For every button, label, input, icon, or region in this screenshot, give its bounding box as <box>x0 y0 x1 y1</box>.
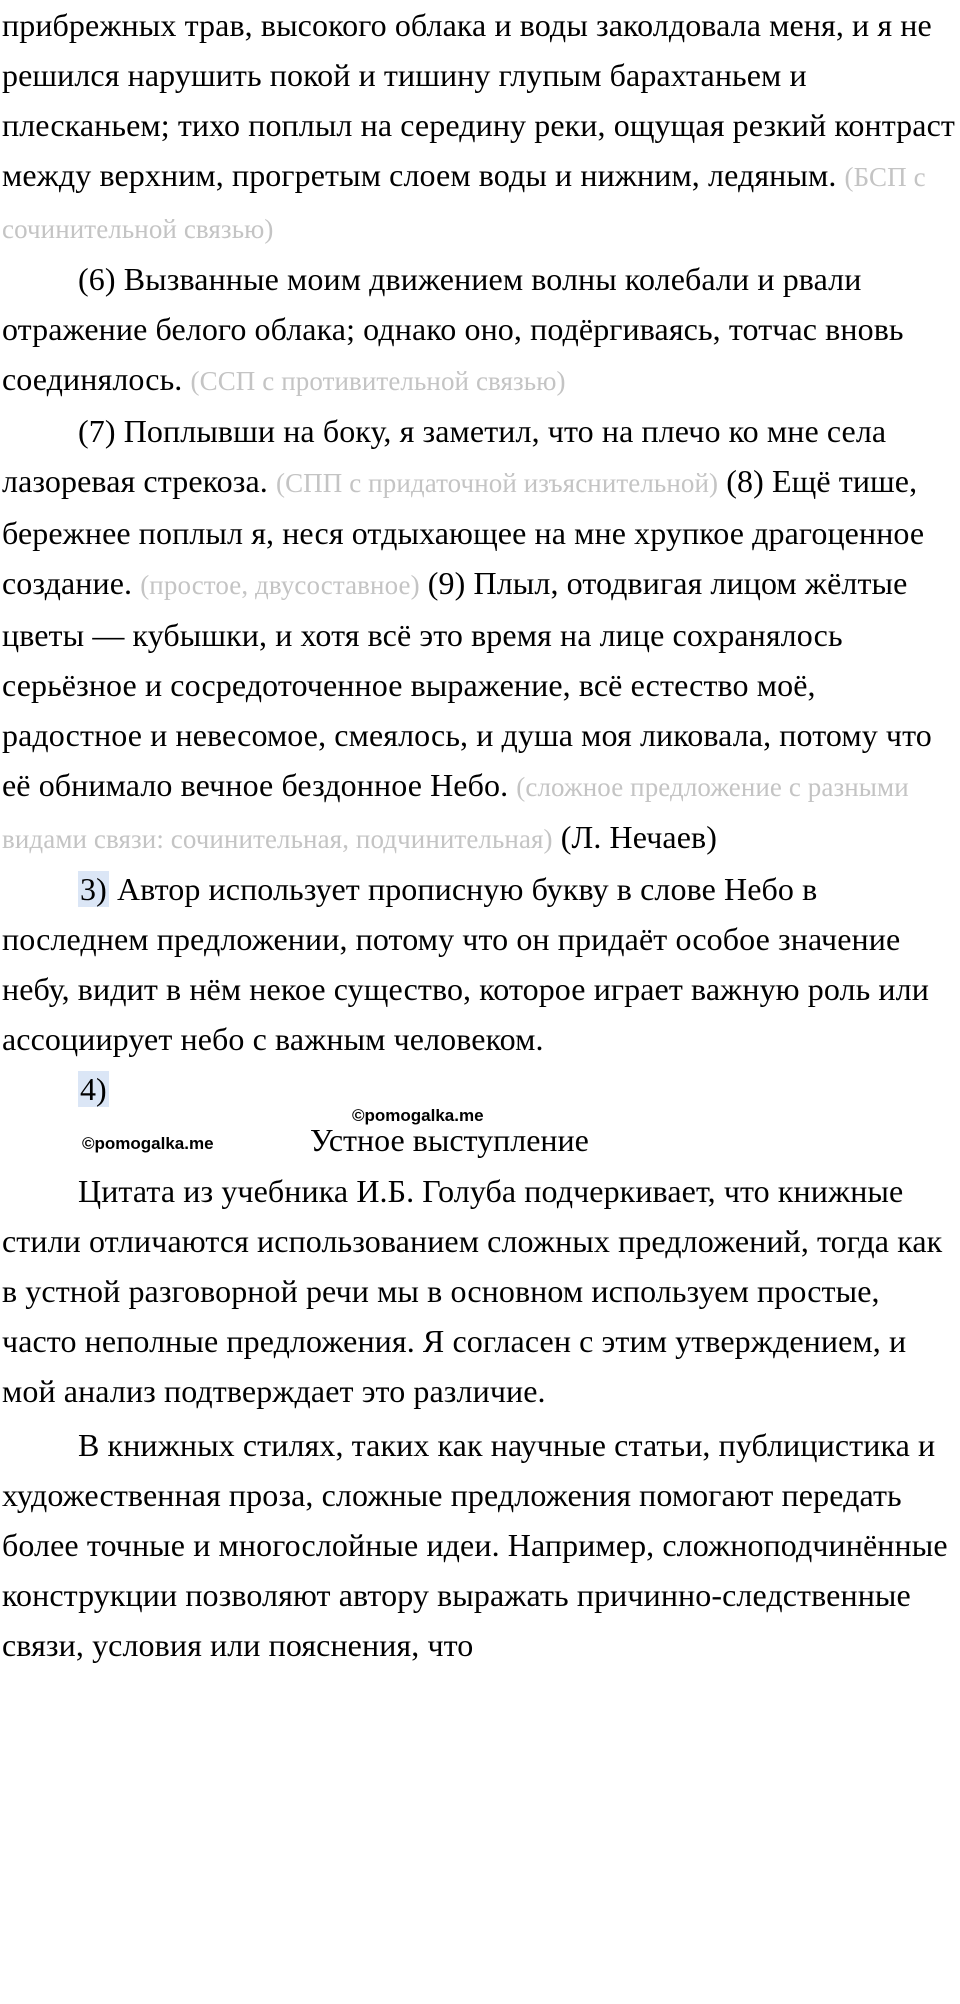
syntax-note: (сложное предложение с разными видами связи: сочинительная, подчинительная) <box>2 772 909 854</box>
speech-paragraph-2: В книжных стилях, таких как научные статьи, публицистика и художественная проза, сложные предложения помогают передать более точные и многослойные идеи. Например, сложноподчинённые конструкции позволяют автору выражать причинно-следственные связи, условия или пояснения, что <box>2 1427 948 1663</box>
syntax-note: (простое, двусоставное) <box>140 570 420 600</box>
watermark: ©pomogalka.me <box>82 1134 214 1153</box>
paragraph-sentence-6 <box>2 254 960 406</box>
paragraph-sentences-7-9 <box>2 406 960 864</box>
syntax-note: (БСП с сочинительной связью) <box>2 162 926 244</box>
paragraph-text: (6) Вызванные моим движением волны колебали и рвали отражение белого облака; однако оно, подёргиваясь, тотчас вновь соединялось. <box>2 261 904 397</box>
paragraph-text: прибрежных трав, высокого облака и воды заколдовала меня, и я не решился нарушить покой и тишину глупым барахтаньем и плесканьем; тихо поплыл на середину реки, ощущая резкий контраст между верхним, прогретым слоем воды и нижним, ледяным. <box>2 7 955 193</box>
answer-text: Автор использует прописную букву в слове Небо в последнем предложении, потому что он придаёт особое значение небу, видит в нём некое существо, которое играет важную роль или ассоциирует небо с важным человеком. <box>2 871 929 1057</box>
sentence-9-text: (9) Плыл, отодвигая лицом жёлтые цветы — кубышки, и хотя всё это время на лице сохранялось серьёзное и сосредоточенное выражение, всё естество моё, радостное и невесомое, смеялось, и душа моя ликовала, потому что её обнимало вечное бездонное Небо. <box>2 565 932 803</box>
answer-number: 3) <box>80 871 107 907</box>
heading-row <box>2 1106 960 1166</box>
sentence-7-text: (7) Поплывши на боку, я заметил, что на плечо ко мне села лазоревая стрекоза. <box>2 413 887 499</box>
section-heading: Устное выступление <box>310 1122 589 1158</box>
answer-number: 4) <box>80 1071 107 1107</box>
syntax-note: (СПП с придаточной изъяснительной) <box>275 468 719 498</box>
sentence-8-text: (8) Ещё тише, бережнее поплыл я, неся отдыхающее на мне хрупкое драгоценное создание. <box>2 463 925 601</box>
author-credit: (Л. Нечаев) <box>552 819 717 855</box>
watermark: ©pomogalka.me <box>352 1106 484 1125</box>
paragraph-continuation <box>2 0 960 254</box>
answer-3 <box>2 864 960 1064</box>
speech-paragraph-1: Цитата из учебника И.Б. Голуба подчеркивает, что книжные стили отличаются использованием сложных предложений, тогда как в устной разговорной речи мы в основном используем простые, часто неполные предложения. Я согласен с этим утверждением, и мой анализ подтверждает это различие. <box>2 1173 943 1409</box>
syntax-note: (ССП с противительной связью) <box>190 366 566 396</box>
